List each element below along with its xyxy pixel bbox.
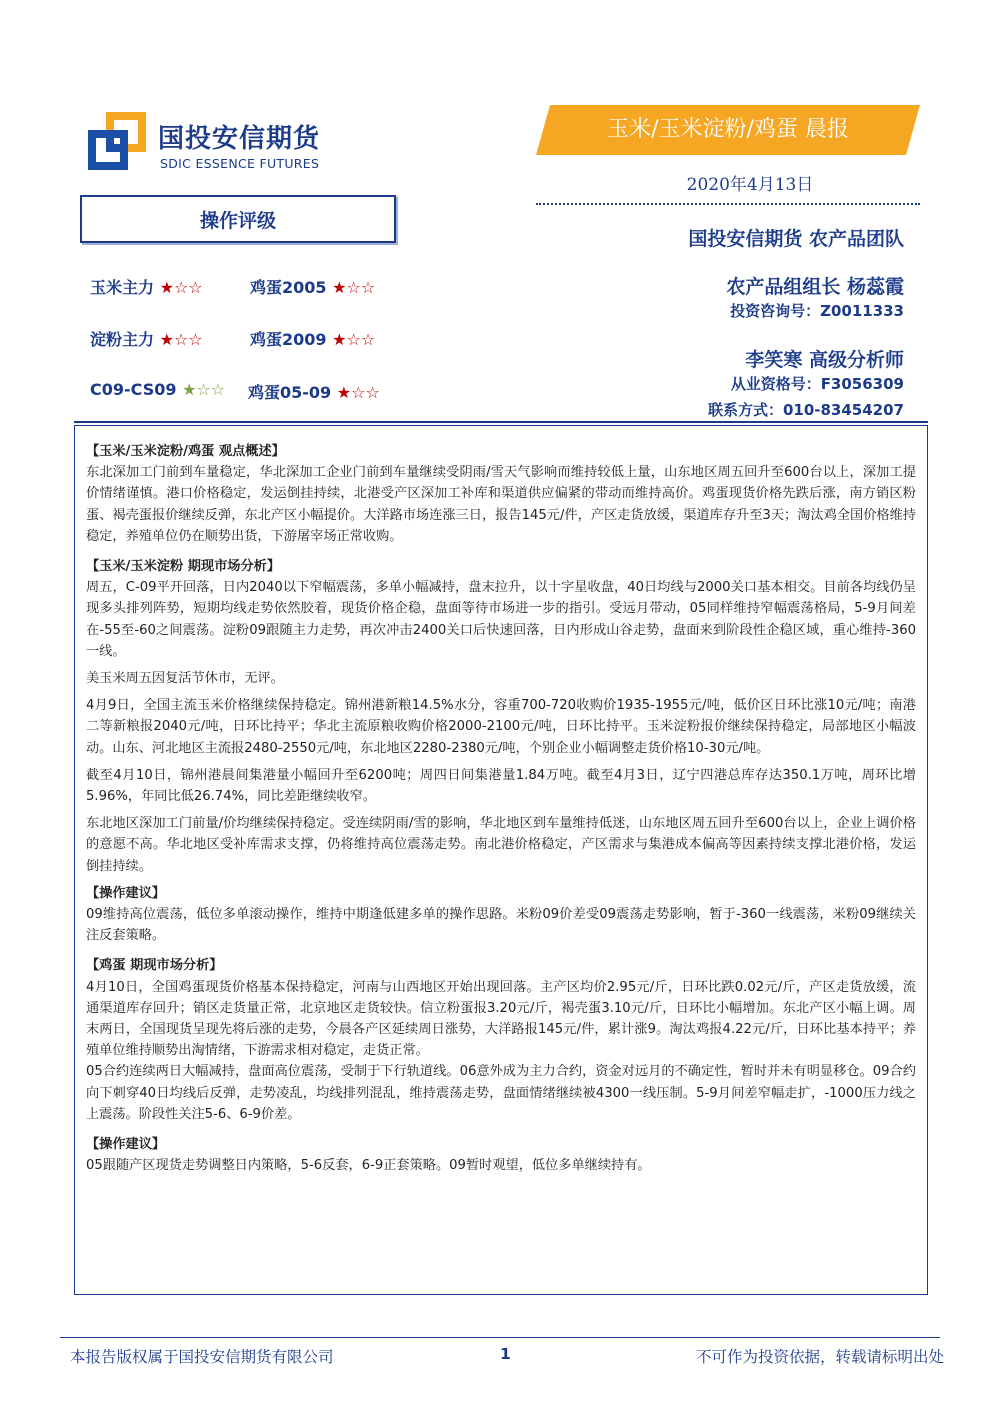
rating-label: 鸡蛋2005 <box>250 278 327 297</box>
paragraph: 东北地区深加工门前量/价均继续保持稳定。受连续阴雨/雪的影响，华北地区到车量维持低迷，山东地区周五回升至600台以上，企业上调价格的意愿不高。华北地区受补库需求支撑，仍将维持高位震荡走势。南北港价格稳定，产区需求与集港成本偏高等因素持续支撑北港价格，发运倒挂持续。 <box>86 816 916 874</box>
rating-item <box>250 327 375 350</box>
rating-label: C09-CS09 <box>90 380 177 399</box>
rating-label: 鸡蛋05-09 <box>248 383 332 402</box>
section-heading: 【玉米/玉米淀粉 期现市场分析】 <box>86 559 281 575</box>
analyst-name: 李笑寒 高级分析师 <box>745 349 904 371</box>
report-title: 玉米/玉米淀粉/鸡蛋 晨报 <box>607 117 849 142</box>
contact-info: 联系方式：010-83454207 <box>707 401 904 419</box>
rating-title: 操作评级 <box>199 209 276 232</box>
footer-copyright: 本报告版权属于国投安信期货有限公司 <box>70 1348 334 1366</box>
section-heading: 【操作建议】 <box>86 1137 166 1153</box>
paragraph: 05跟随产区现货走势调整日内策略，5-6反套，6-9正套策略。09暂时观望，低位多单继续持有。 <box>86 1158 651 1174</box>
star-rating-icon: ★☆☆ <box>159 278 203 297</box>
section-heading: 【操作建议】 <box>86 885 166 901</box>
dotted-divider <box>536 203 920 205</box>
rating-label: 鸡蛋2009 <box>250 330 327 349</box>
star-rating-icon: ★☆☆ <box>182 380 226 399</box>
paragraph: 周五，C-09平开回落，日内2040以下窄幅震荡，多单小幅减持，盘末拉升，以十字星收盘，40日均线与2000关口基本相交。目前各均线仍呈现多头排列阵势，短期均线走势依然胶着，现货价格企稳，盘面等待市场进一步的指引。受远月带动，05同样维持窄幅震荡格局，5-9月间差在-55至-60之间震荡。淀粉09跟随主力走势，再次冲击2400关口后快速回落，日内形成山谷走势，盘面来到阶段性企稳区域，重心维持-360一线。 <box>86 580 916 659</box>
footer-rule <box>60 1337 940 1338</box>
leader-name: 农产品组组长 杨蕊霞 <box>726 276 904 298</box>
section-heading: 【鸡蛋 期现市场分析】 <box>86 958 223 974</box>
rating-label: 淀粉主力 <box>90 330 155 349</box>
report-date: 2020年4月13日 <box>686 175 814 195</box>
paragraph: 美玉米周五因复活节休市，无评。 <box>86 671 284 687</box>
rating-title-box <box>80 195 396 243</box>
company-logo <box>88 112 348 178</box>
rating-item <box>90 275 203 298</box>
leader-id: 投资咨询号：Z0011333 <box>730 302 904 320</box>
report-title-banner <box>536 105 920 155</box>
paragraph: 东北深加工门前到车量稳定，华北深加工企业门前到车量继续受阴雨/雪天气影响而维持较低上量，山东地区周五回升至600台以上，深加工提价情绪谨慎。港口价格稳定，发运倒挂持续，北港受产区深加工补库和渠道供应偏紧的带动而维持高价。鸡蛋现货价格先跌后涨，南方销区粉蛋、褐壳蛋报价继续反弹，东北产区小幅提价。大洋路市场连涨三日，报告145元/件，产区走货放缓，渠道库存升至3天；淘汰鸡全国价格维持稳定，养殖单位仍在顺势出货，下游屠宰场正常收购。 <box>86 465 916 544</box>
section-heading: 【玉米/玉米淀粉/鸡蛋 观点概述】 <box>86 444 285 459</box>
analyst-id: 从业资格号：F3056309 <box>730 375 904 393</box>
paragraph: 4月9日，全国主流玉米价格继续保持稳定。锦州港新粮14.5%水分，容重700-720收购价1935-1955元/吨，低价区日环比涨10元/吨；南港二等新粮报2040元/吨，日环比持平；华北主流原粮收购价格2000-2100元/吨，日环比持平。玉米淀粉报价继续保持稳定，局部地区小幅波动。山东、河北地区主流报2480-2550元/吨，东北地区2280-2380元/吨，个别企业小幅调整走货价格10-30元/吨。 <box>86 698 916 756</box>
rating-label: 玉米主力 <box>90 278 155 297</box>
star-rating-icon: ★☆☆ <box>332 330 376 349</box>
logo-english-name: SDIC ESSENCE FUTURES <box>160 156 320 171</box>
star-rating-icon: ★☆☆ <box>159 330 203 349</box>
content-top-rule <box>74 421 928 423</box>
logo-mark-icon <box>88 112 146 170</box>
logo-chinese-name: 国投安信期货 <box>158 124 321 154</box>
paragraph: 05合约连续两日大幅减持，盘面高位震荡，受制于下行轨道线。06意外成为主力合约，资金对远月的不确定性，暂时并未有明显移仓。09合约向下刺穿40日均线后反弹，走势凌乱，均线排列混乱，维持震荡走势，盘面情绪继续被4300一线压制。5-9月间差窄幅走扩，-1000压力线之上震荡。阶段性关注5-6、6-9价差。 <box>86 1064 916 1122</box>
rating-item <box>90 380 225 399</box>
paragraph: 4月10日，全国鸡蛋现货价格基本保持稳定，河南与山西地区开始出现回落。主产区均价2.95元/斤，日环比跌0.02元/斤，产区走货放缓，流通渠道库存回升；销区走货量正常，北京地区走货较快。信立粉蛋报3.20元/斤，褐壳蛋3.10元/斤，日环比小幅增加。东北产区小幅上调。周末两日，全国现货呈现先将后涨的走势，今晨各产区延续周日涨势，大洋路报145元/件，累计涨9。淘汰鸡报4.22元/斤，日环比基本持平；养殖单位维持顺势出淘情绪，下游需求相对稳定，走货正常。 <box>86 979 916 1059</box>
rating-item <box>90 327 203 350</box>
star-rating-icon: ★☆☆ <box>336 383 380 402</box>
rating-item <box>248 380 380 403</box>
star-rating-icon: ★☆☆ <box>332 278 376 297</box>
page-number: 1 <box>500 1345 511 1363</box>
paragraph: 09维持高位震荡，低位多单滚动操作，维持中期逢低建多单的操作思路。米粉09价差受09震荡走势影响，暂于-360一线震荡，米粉09继续关注反套策略。 <box>86 907 916 944</box>
team-name: 国投安信期货 农产品团队 <box>688 228 904 250</box>
paragraph: 截至4月10日，锦州港晨间集港量小幅回升至6200吨；周四日间集港量1.84万吨。截至4月3日，辽宁四港总库存达350.1万吨，周环比增5.96%，年同比低26.74%，同比差距继续收窄。 <box>86 767 916 805</box>
footer-disclaimer: 不可作为投资依据，转载请标明出处 <box>695 1348 944 1366</box>
report-body <box>86 441 916 1177</box>
rating-item <box>250 275 375 298</box>
